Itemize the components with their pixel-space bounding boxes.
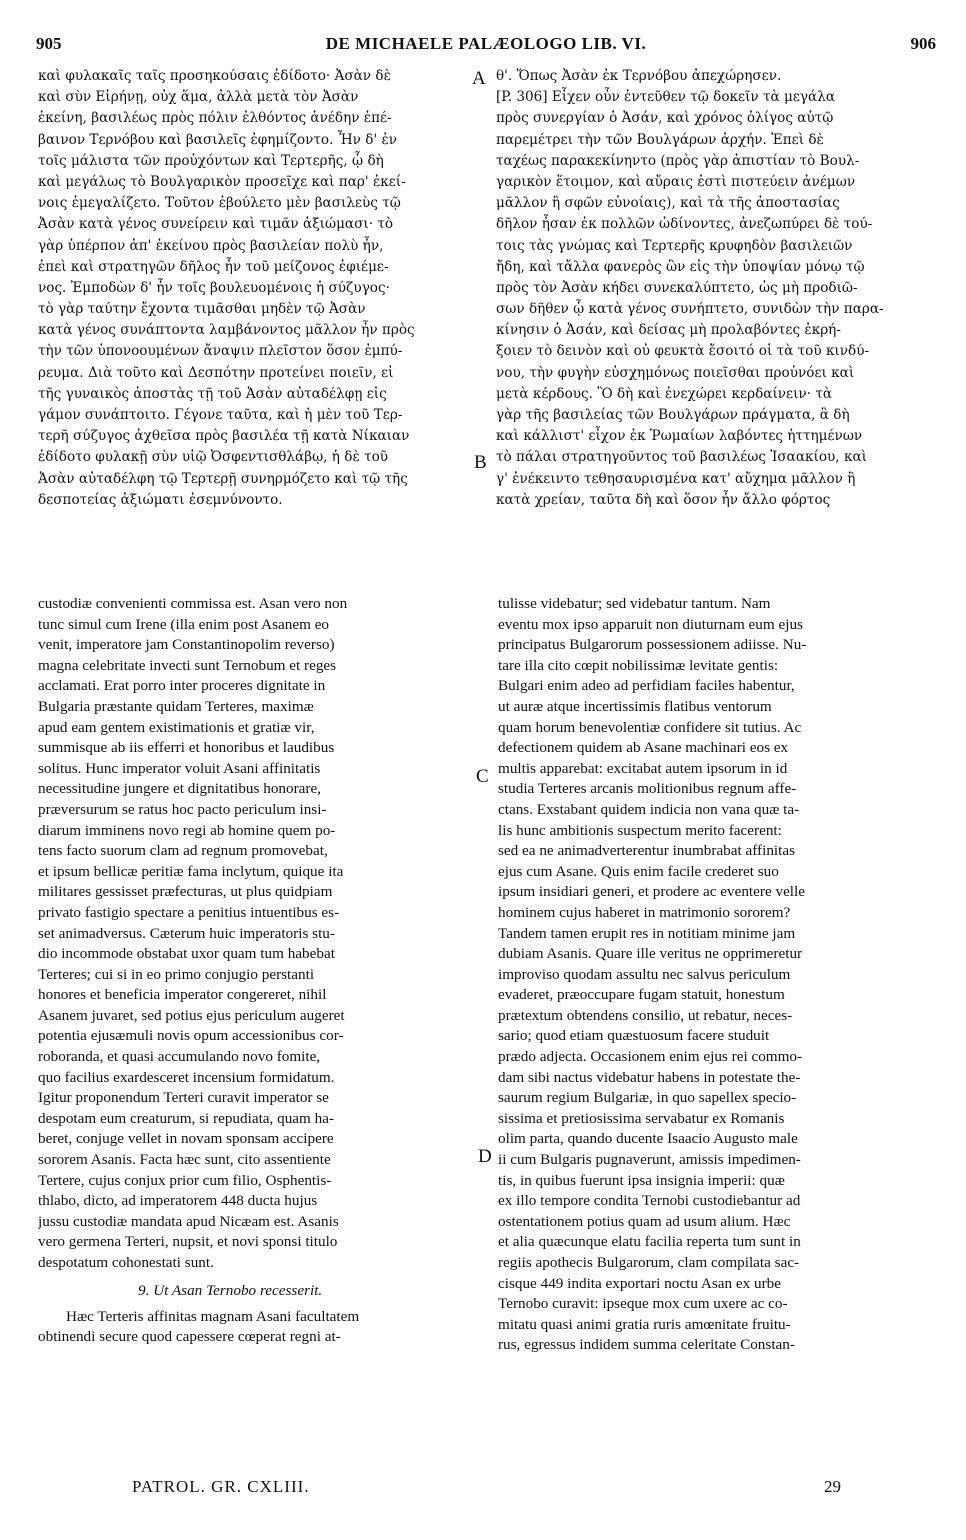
greek-text-line: κίνησιν ὁ Ἀσάν, καὶ δείσας μὴ προλαβόντες ἐκρή- <box>496 322 841 339</box>
latin-text-line: thlabo, dicto, ad imperatorem 448 ducta hujus <box>38 1192 318 1210</box>
latin-text-line: tulisse videbatur; sed videbatur tantum. Nam <box>498 595 771 612</box>
latin-text-line: Asanem juvaret, sed potius ejus periculum augeret <box>38 1006 345 1024</box>
latin-text-line: studia Terteres arcanis molitionibus regnum affe- <box>498 780 797 798</box>
page-number-right: 906 <box>910 34 936 53</box>
latin-text-line: summisque ab iis efferri et honoribus et laudibus <box>38 739 335 757</box>
latin-text-line: Ternobo curavit: ipseque mox cum uxere ac co- <box>498 1295 788 1313</box>
latin-text-line: olim parta, quando ducente Isaacio Augusto male <box>498 1130 798 1148</box>
latin-text-line: solitus. Hunc imperator voluit Asani affinitatis <box>38 759 321 777</box>
latin-text-line: custodiæ convenienti commissa est. Asan vero non <box>38 595 348 612</box>
greek-text-line: ταχέως παρακεκίνηντο (πρὸς γὰρ ἀπιστίαν τὸ Βουλ- <box>496 152 860 169</box>
greek-text-line: ἐδίδοτο φυλακῇ σὺν υἱῷ Ὀσφεντισθλάβῳ, ἡ δὲ τοῦ <box>38 449 389 466</box>
latin-text-line: ut auræ atque incertissimis flatibus ventorum <box>498 697 772 715</box>
latin-text-line: ii cum Bulgaris pugnaverunt, amissis impedimen- <box>498 1151 801 1169</box>
greek-text-line: Ἀσὰν κατὰ γένος συνείρειν καὶ τιμᾶν ἀξιώμασι· τὸ <box>38 216 394 233</box>
latin-text-line: vero germena Terteri, nupsit, et novi sponsi titulo <box>38 1233 338 1251</box>
greek-text-line: γὰρ ὑπέρπον ἀπ' ἐκείνου πρὸς βασιλείαν πολὺ ἦν, <box>38 237 384 254</box>
latin-text-line: apud eam gentem existimationis et gratiæ vir, <box>38 718 315 736</box>
margin-marker-c: C <box>476 766 489 787</box>
latin-text-line: necessitudine jungere et dignitatibus honorare, <box>38 780 321 798</box>
greek-text-line: παρεμέτρει τὴν τῶν Βουλγάρων ἀρχήν. Ἐπεὶ δὲ <box>496 131 824 148</box>
latin-text-line: ex illo tempore condita Ternobi custodiebantur ad <box>498 1192 801 1210</box>
latin-text-line: tunc simul cum Irene (illa enim post Asanem eo <box>38 615 330 633</box>
latin-text-line: Tandem tamen erupit res in notitiam minime jam <box>498 924 796 942</box>
greek-text-line: ρευμα. Διὰ τοῦτο καὶ Δεσπότην προτείνει ποιεῖν, εἰ <box>38 364 394 381</box>
greek-text-line: ἐπεὶ καὶ στρατηγῶν δῆλος ἦν τοῦ μείζονος ἐφιέμε- <box>38 258 389 275</box>
latin-text-line: obtinendi secure quod capessere cœperat regni at- <box>38 1328 341 1346</box>
latin-text-line: hominem cujus haberet in matrimonio sororem? <box>498 903 791 921</box>
greek-text-line: δῆλον ἦσαν ἐκ πολλῶν ὠδίνοντες, ἀνεζωπύρει δὲ τού- <box>496 216 873 233</box>
latin-text-line: ctans. Exstabant quidem indicia non vana quæ ta- <box>498 800 800 818</box>
latin-text-line: præversurum se ratus hoc pacto periculum insi- <box>38 800 327 818</box>
greek-text-line: νος. Ἐμποδὼν δ' ἦν τοῖς βουλευομένοις ἡ σύζυγος· <box>38 279 390 296</box>
latin-text-line: rus, egressus indidem summa celeritate Constan- <box>498 1336 795 1354</box>
latin-text-line: lis hunc ambitionis suspectum merito facerent: <box>498 821 782 839</box>
latin-text-right-column <box>498 594 938 1356</box>
section-heading: 9. Ut Asan Ternobo recesserit. <box>138 1281 323 1299</box>
latin-text-line: venit, imperatore jam Constantinopolim reverso) <box>38 636 335 654</box>
greek-text-line: τὸ πάλαι στρατηγοῦντος τοῦ βασιλέως Ἰσαακίου, καὶ <box>496 449 867 466</box>
latin-text-line: sario; quod etiam quæstuosum facere studuit <box>498 1027 770 1045</box>
latin-text-line: beret, conjuge vellet in novam sponsam accipere <box>38 1130 334 1148</box>
greek-text-line: γ' ἐνέκειντο τεθησαυρισμένα κατ' αὔχημα μᾶλλον ἢ <box>496 470 856 487</box>
greek-text-line: τοις τὰς γνώμας καὶ Τερτερῆς κρυφηδὸν βασιλειῶν <box>496 237 853 254</box>
greek-text-line: καὶ σὺν Εἰρήνῃ, οὐχ ἅμα, ἀλλὰ μετὰ τὸν Ἀσὰν <box>38 89 359 106</box>
latin-text-line: Hæc Terteris affinitas magnam Asani facultatem <box>66 1307 360 1325</box>
latin-text-line: sed ea ne animadverterentur inumbrabat affinitas <box>498 842 796 860</box>
latin-text-line: tis, in quibus fuerunt ipsa insignia imperii: quæ <box>498 1171 785 1189</box>
greek-text-line: γάμον συνάπτοιτο. Γέγονε ταῦτα, καὶ ἡ μὲν τοῦ Τερ- <box>38 407 403 423</box>
latin-text-line: sororem Asanis. Facta hæc sunt, cito assentiente <box>38 1151 331 1169</box>
greek-text-line: θ'. Ὅπως Ἀσὰν ἐκ Τερνόβου ἀπεχώρησεν. <box>496 68 782 84</box>
running-header <box>36 34 936 56</box>
greek-text-line: νου, τὴν φυγὴν εὐσχημόνως ποιεῖσθαι προὐνόει καὶ <box>496 364 855 381</box>
greek-text-line: πρὸς συνεργίαν ὁ Ἀσάν, καὶ χρόνος ὀλίγος αὐτῷ <box>496 110 834 127</box>
greek-text-line: [P. 306] Εἶχεν οὖν ἐντεῦθεν τῷ δοκεῖν τὰ μεγάλα <box>496 89 835 106</box>
margin-marker-b: B <box>474 452 487 473</box>
greek-text-line: κατὰ γένος συνάπτοντα λαμβάνοντος μᾶλλον ἦν πρὸς <box>38 322 415 339</box>
latin-text-line: honores et beneficia imperator congereret, nihil <box>38 986 327 1004</box>
latin-text-line: Bulgari enim adeo ad perfidiam faciles habentur, <box>498 677 795 695</box>
latin-text-line: sissima et pretiosissima servabatur ex Romanis <box>498 1109 785 1127</box>
greek-text-line: καὶ μεγάλως τὸ Βουλγαρικὸν προσεῖχε καὶ παρ' ἐκεί- <box>38 173 406 190</box>
latin-text-line: dio incommode obstabat uxor quam tum habebat <box>38 945 335 963</box>
footer-signature-number: 29 <box>824 1477 841 1496</box>
margin-marker-d: D <box>478 1146 492 1167</box>
footer-series-label: PATROL. GR. CXLIII. <box>132 1477 310 1496</box>
latin-text-line: set animadversus. Cæterum huic imperatoris stu- <box>38 924 335 942</box>
latin-text-line: cisque 449 indita exportari noctu Asan ex urbe <box>498 1274 781 1292</box>
latin-text-line: evaderet, præoccupare fugam statuit, honestum <box>498 986 785 1004</box>
latin-text-line: tare illa cito cœpit nobilissimæ levitate gentis: <box>498 656 779 674</box>
latin-text-line: militares gessisset præfecturas, ut plus quidpiam <box>38 883 333 901</box>
latin-text-left-column <box>38 594 474 1348</box>
latin-text-line: Bulgaria præstante quidam Terteres, maximæ <box>38 697 314 715</box>
latin-text-line: Tertere, cujus conjux prior cum filio, Osphentis- <box>38 1171 332 1189</box>
latin-text-line: defectionem quidem ab Asane machinari eos ex <box>498 739 789 757</box>
greek-text-line: γὰρ τῆς βασιλείας τῶν Βουλγάρων πράγματα, ἃ δὴ <box>496 407 850 423</box>
greek-text-line: τοῖς μάλιστα τῶν προὐχόντων καὶ Τερτερῆς, ᾧ δὴ <box>38 152 384 169</box>
latin-text-line: diarum imminens novo regi ab homine quem po- <box>38 821 336 839</box>
greek-text-line: νοις ἐμεγαλίζετο. Τοῦτον ἐβούλετο μὲν βασιλεὺς τῷ <box>38 195 401 212</box>
latin-text-line: quo facilius exardesceret incensium formidatum. <box>38 1068 335 1086</box>
greek-text-line: μᾶλλον ἢ σφῶν εὐνοίαις), καὶ τὰ τῆς ἀποστασίας <box>496 195 840 212</box>
greek-text-line: Ἀσὰν αὐταδέλφη τῷ Τερτερῇ συνηρμόζετο καὶ τῷ τῆς <box>38 470 408 487</box>
greek-text-line: πρὸς τὸν Ἀσὰν κήδει συνεκαλύπτετο, ὡς μὴ προδιῶ- <box>496 279 858 296</box>
latin-text-line: ejus cum Asane. Quis enim facile crederet suo <box>498 862 779 880</box>
latin-text-line: ipsum insidiari generi, et prodere ac eventere velle <box>498 883 805 901</box>
latin-text-line: dubiam Asanis. Quare ille veritus ne opprimeretur <box>498 945 803 963</box>
greek-text-line: τὸ γὰρ ταύτην ἔχοντα τιμᾶσθαι μηδὲν τῷ Ἀσὰν <box>38 301 366 318</box>
latin-text-line: multis apparebat: excitabat autem ipsorum in id <box>498 759 788 777</box>
greek-text-line: ἐκείνη, βασιλέως πρὸς πόλιν ἐλθόντος ἀνέδην ἐπέ- <box>38 110 392 127</box>
latin-text-line: regiis apothecis Bulgarorum, clam compilata sac- <box>498 1254 800 1271</box>
latin-text-line: tens facto suorum clam ad regnum promovebat, <box>38 842 328 860</box>
latin-text-line: saurum regium Bulgariæ, in quo sapellex specio- <box>498 1089 797 1107</box>
greek-text-line: γαρικὸν ἕτοιμον, καὶ αὔραις ἐστὶ πιστεύειν ἀνέμων <box>496 173 856 190</box>
latin-text-line: magna celebritate invecti sunt Ternobum et reges <box>38 656 337 674</box>
latin-text-line: quam horum benevolentiæ confidere sit tutius. Ac <box>498 718 802 736</box>
greek-text-line: δεσποτείας ἀξιώματι ἐσεμνύνοντο. <box>38 491 283 508</box>
greek-text-line: τερῆ σύζυγος ἀχθεῖσα πρὸς βασιλέα τῇ κατὰ Νίκαιαν <box>38 428 410 445</box>
latin-text-line: ostentationem potius quam ad usum alium. Hæc <box>498 1212 791 1230</box>
latin-text-line: despotatum cohonestati sunt. <box>38 1254 214 1271</box>
latin-text-line: potentia ejusæmuli novis opum accessionibus cor- <box>38 1027 344 1045</box>
latin-text-line: improviso quodam assultu nec salvus periculum <box>498 965 791 983</box>
latin-text-line: et alia quæcunque elatu facilia reperta tum sunt in <box>498 1233 801 1251</box>
latin-text-line: Terteres; cui si in eo primo conjugio perstanti <box>38 965 315 983</box>
greek-text-line: τῆς γυναικὸς ἀποστὰς τῇ τοῦ Ἀσὰν αὐταδέλφῃ εἰς <box>38 385 387 402</box>
page-number-left: 905 <box>36 34 62 53</box>
greek-text-line: βαινον Τερνόβου καὶ βασιλεῖς ἐφημίζοντο. Ἦν δ' ἐν <box>38 131 398 148</box>
latin-text-line: acclamati. Erat porro inter proceres dignitate in <box>38 677 326 695</box>
greek-text-line: κατὰ χρείαν, ταῦτα δὴ καὶ ὅσον ἦν ἄλλο φόρτος <box>496 491 831 508</box>
latin-text-line: et ipsum bellicæ peritiæ fama inclytum, quique ita <box>38 862 344 880</box>
latin-text-line: prædo adjecta. Occasionem enim ejus rei commo- <box>498 1048 803 1066</box>
greek-text-line: σων δῆθεν ᾧ κατὰ γένος συνήπτετο, συνιδὼν τὴν παρα- <box>496 301 884 318</box>
greek-text-line: καὶ κάλλιστ' εἶχον ἐκ Ῥωμαίων λαβόντες ἡττημένων <box>496 428 863 445</box>
greek-text-left-column <box>38 66 470 511</box>
greek-text-line: ἤδη, καὶ τἄλλα φανερὸς ὢν εἰς τὴν ὑποψίαν μόνῳ τῷ <box>496 258 865 275</box>
latin-text-line: roboranda, et quasi accumulando novo fomite, <box>38 1048 321 1066</box>
latin-text-line: despotam eum creaturum, si repudiata, quam ha- <box>38 1109 335 1127</box>
latin-text-line: principatus Bulgarorum possessionem adiisse. Nu- <box>498 636 807 654</box>
greek-text-line: τὴν τῶν ὑπονοουμένων ἄναψιν πλεῖστον ὅσον ἐμπύ- <box>38 343 403 360</box>
latin-text-line: Igitur proponendum Terteri curavit imperator se <box>38 1089 329 1107</box>
page-title: DE MICHAELE PALÆOLOGO LIB. VI. <box>325 34 647 53</box>
greek-text-right-column <box>496 66 936 511</box>
latin-text-line: dam sibi nactus videbatur habens in potestate the- <box>498 1068 801 1086</box>
greek-text-line: μετὰ κέρδους. Ὃ δὴ καὶ ἐνεχώρει κερδαίνειν· τὰ <box>496 385 833 402</box>
latin-text-line: jussu custodiæ mandata apud Nicæam est. Asanis <box>38 1212 339 1230</box>
margin-marker-a: A <box>472 68 486 89</box>
latin-text-line: eventu mox ipso apparuit non diuturnam eum ejus <box>498 615 803 633</box>
latin-text-line: prætextum obtendens consilio, ut rebatur, neces- <box>498 1006 793 1024</box>
latin-text-line: mitatu quasi animi gratia ruris amœnitate fruitu- <box>498 1315 791 1333</box>
greek-text-line: καὶ φυλακαῖς ταῖς προσηκούσαις ἐδίδοτο· Ἀσὰν δὲ <box>38 68 391 84</box>
greek-text-line: ξοιεν τὸ δεινὸν καὶ οὐ φευκτὰ ἔσοιτό οἱ τὰ τοῦ κινδύ- <box>496 343 870 360</box>
latin-text-line: privato fastigio spectare a penitius intuentibus es- <box>38 903 340 921</box>
